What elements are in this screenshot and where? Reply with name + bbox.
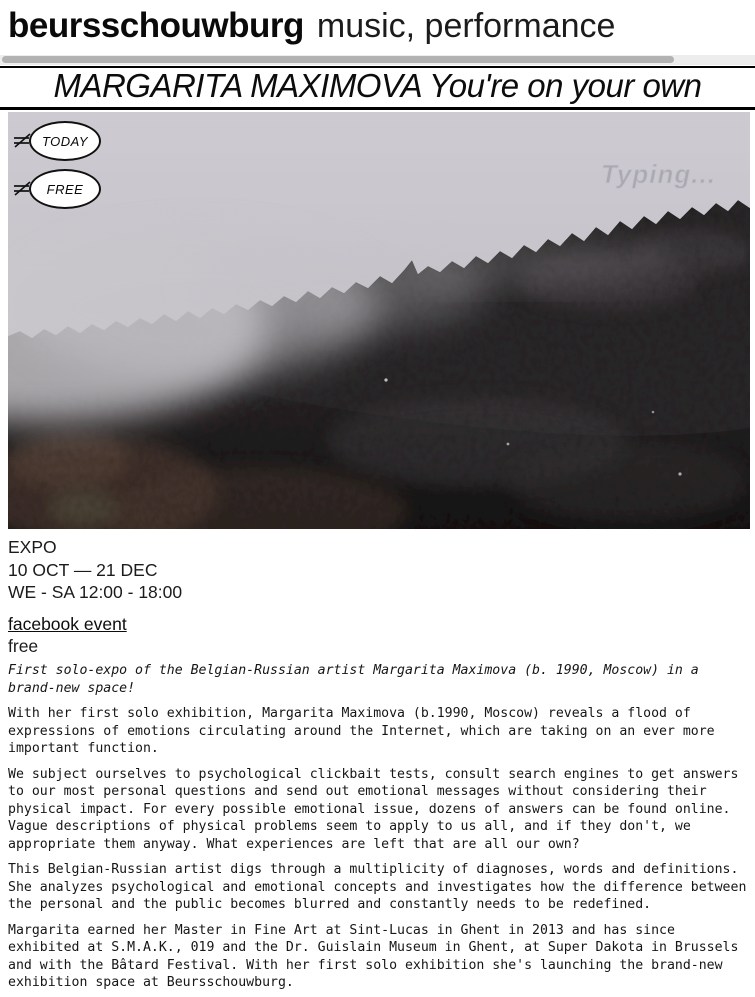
event-title-bar	[0, 66, 755, 110]
filter-button[interactable]	[29, 169, 101, 209]
paragraph: With her first solo exhibition, Margarita Maximova (b.1990, Moscow) reveals a flood of expressions of emotions circulating around the Internet, which are taking on an ever more important function.	[8, 706, 715, 756]
filter-row	[12, 121, 101, 161]
filter-label: TODAY	[41, 133, 89, 149]
body-paragraphs	[8, 705, 753, 992]
event-info	[8, 536, 755, 657]
event-filters	[12, 121, 101, 217]
not-equal-icon	[12, 132, 32, 150]
horizontal-scrollbar-track[interactable]	[0, 55, 755, 65]
hero-photo	[8, 112, 750, 529]
event-description	[8, 662, 753, 992]
facebook-event-link[interactable]: facebook event	[8, 613, 127, 634]
event-price: free	[8, 636, 39, 656]
event-type: EXPO	[8, 537, 57, 557]
event-dates: 10 OCT — 21 DEC	[8, 559, 158, 580]
filter-row	[12, 169, 101, 209]
intro-paragraph: First solo-expo of the Belgian-Russian artist Margarita Maximova (b. 1990, Moscow) in a brand-new space!	[8, 663, 699, 696]
not-equal-icon	[12, 180, 32, 198]
horizontal-scrollbar-thumb[interactable]	[2, 56, 674, 63]
typing-overlay-text: Typing...	[601, 159, 716, 189]
event-hours: WE - SA 12:00 - 18:00	[8, 582, 183, 602]
site-logo[interactable]: beursschouwburg	[8, 6, 304, 45]
filter-button[interactable]	[29, 121, 101, 161]
paragraph: Margarita earned her Master in Fine Art at Sint-Lucas in Ghent in 2013 and has since exhibited at S.M.A.K., 019 and the Dr. Guislain Museum in Ghent, at Super Dakota in Brussels and with the Bâtard Festival. With her first solo exhibition she's launching the brand-new exhibition space at Beursschouwburg.	[8, 922, 739, 990]
paragraph: We subject ourselves to psychological clickbait tests, consult search engines to get answers to our most personal questions and send out emotional messages without considering their physical impact. For every possible emotional issue, dozens of answers can be found online. Vague descriptions of physical problems seem to apply to us all, and if they don't, we appropriate them anyway. What experiences are left that are all our own?	[8, 766, 739, 852]
filter-label: FREE	[46, 181, 84, 197]
site-header	[0, 0, 755, 55]
event-title: MARGARITA MAXIMOVA You're on your own	[53, 67, 702, 104]
site-tagline: music, performance	[316, 7, 616, 45]
paragraph: This Belgian-Russian artist digs through a multiplicity of diagnoses, words and definitions. She analyzes psychological and emotional concepts and investigates how the difference between the personal and the public becomes blurred and constantly needs to be redefined.	[8, 862, 747, 912]
